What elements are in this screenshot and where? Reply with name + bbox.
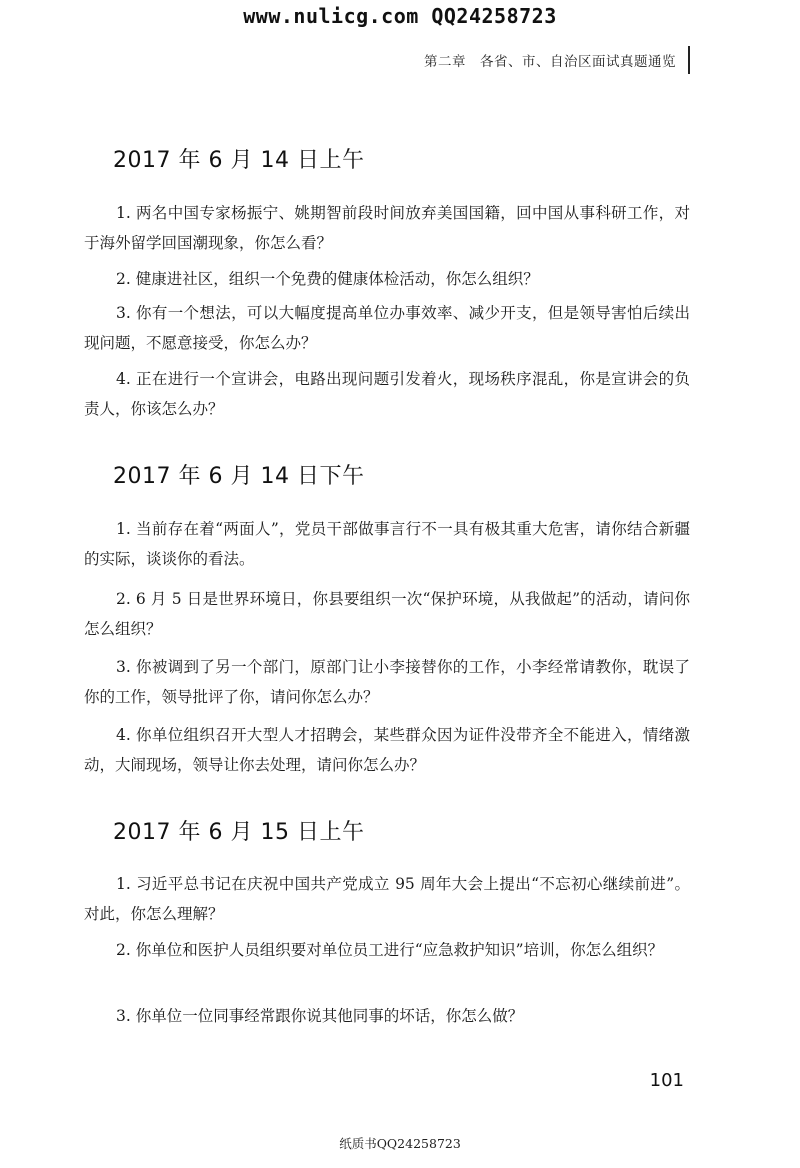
question-item: 1. 习近平总书记在庆祝中国共产党成立 95 周年大会上提出“不忘初心继续前进”。对此，你怎么理解？ [84,875,690,923]
question-item: 1. 当前存在着“两面人”，党员干部做事言行不一具有极其重大危害，请你结合新疆的实际，谈谈你的看法。 [84,520,690,568]
watermark-bottom: 纸质书QQ24258723 [339,1136,461,1151]
running-head: 第二章 各省、市、自治区面试真题通览 [424,54,676,70]
running-head-divider [688,46,690,74]
watermark-top: www.nulicg.com QQ24258723 [243,4,557,28]
question-item: 2. 6 月 5 日是世界环境日，你县要组织一次“保护环境，从我做起”的活动，请问你怎么组织？ [84,590,690,638]
question-item: 3. 你单位一位同事经常跟你说其他同事的坏话，你怎么做？ [116,1007,524,1025]
section-title: 2017 年 6 月 15 日上午 [113,820,365,845]
question-item: 1. 两名中国专家杨振宁、姚期智前段时间放弃美国国籍，回中国从事科研工作，对于海外留学回国潮现象，你怎么看？ [84,204,690,252]
section-title: 2017 年 6 月 14 日上午 [113,148,365,173]
section-title: 2017 年 6 月 14 日下午 [113,464,365,489]
question-item: 4. 你单位组织召开大型人才招聘会，某些群众因为证件没带齐全不能进入，情绪激动，大闹现场，领导让你去处理，请问你怎么办？ [84,726,690,774]
question-item: 4. 正在进行一个宣讲会，电路出现问题引发着火，现场秩序混乱，你是宣讲会的负责人，你该怎么办？ [84,370,690,418]
page-number: 101 [649,1070,684,1091]
question-item: 2. 你单位和医护人员组织要对单位员工进行“应急救护知识”培训，你怎么组织？ [116,941,664,959]
question-item: 2. 健康进社区，组织一个免费的健康体检活动，你怎么组织？ [116,270,539,288]
question-item: 3. 你有一个想法，可以大幅度提高单位办事效率、减少开支，但是领导害怕后续出现问题，不愿意接受，你怎么办？ [84,304,690,352]
question-item: 3. 你被调到了另一个部门，原部门让小李接替你的工作，小李经常请教你，耽误了你的工作，领导批评了你，请问你怎么办？ [84,658,690,706]
